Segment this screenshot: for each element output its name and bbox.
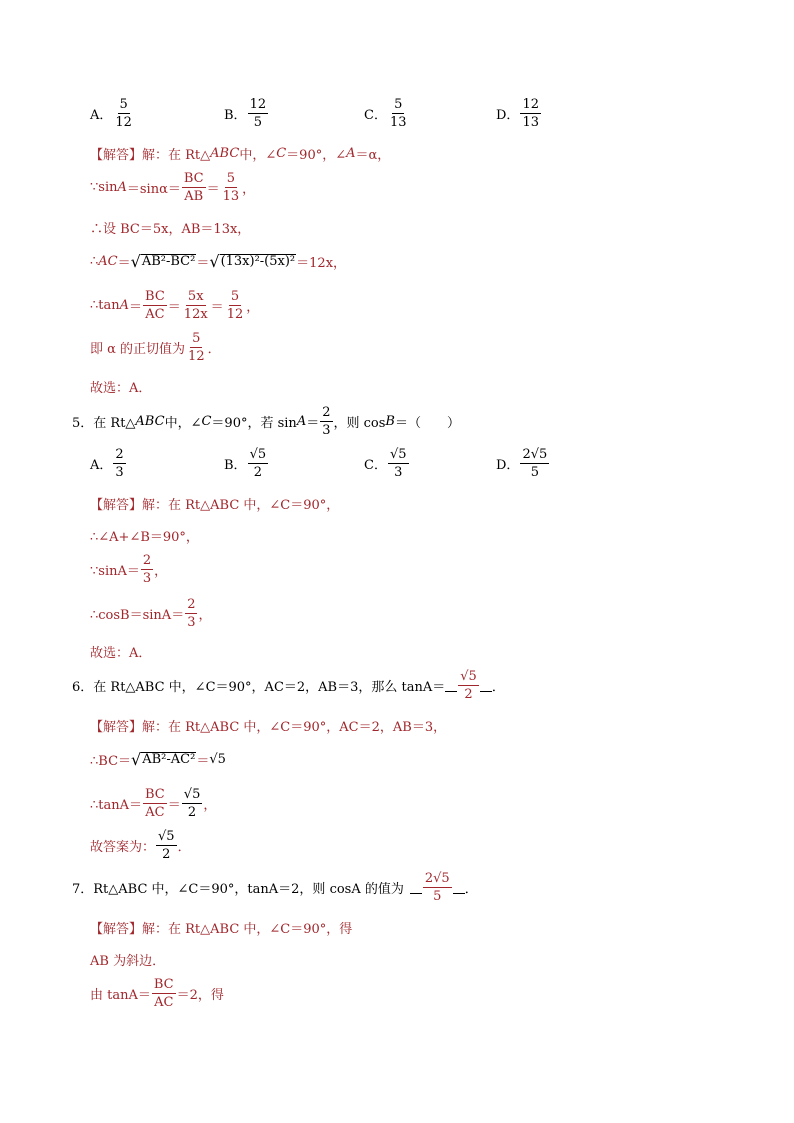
q5-option-a — [90, 448, 127, 479]
denominator: 2 — [253, 465, 262, 480]
answer-text: ＝ — [196, 754, 210, 769]
answer-text: C — [276, 146, 287, 161]
answer-text: ＝90°，∠ — [286, 148, 347, 163]
numerator: 5 — [119, 97, 128, 112]
q7-answer-line-2 — [90, 950, 165, 969]
q5-answer-line-4 — [90, 598, 212, 629]
numerator: 5 — [226, 171, 236, 186]
answer-text: 解：在 Rt△ — [142, 148, 211, 163]
question-text: ． — [491, 680, 505, 695]
option-label: B． — [224, 458, 247, 473]
numerator: 5 — [394, 97, 403, 112]
answer-text: ， — [203, 798, 217, 813]
answer-text: ABC — [210, 146, 240, 161]
answer-text: ∵sin — [90, 180, 118, 195]
answer-text: ∴∠A+∠B＝90°， — [90, 530, 199, 545]
numerator: √5 — [460, 669, 477, 684]
question-text: 中，∠ — [164, 416, 202, 431]
answer-text: ∴tan — [90, 298, 120, 313]
q4-option-b — [224, 98, 269, 129]
numerator: 2 — [322, 405, 331, 420]
option-label: C． — [364, 108, 387, 123]
fraction — [221, 172, 242, 203]
q6-answer-line-3 — [90, 788, 216, 819]
denominator: AC — [154, 995, 174, 1010]
q5-option-c — [364, 448, 410, 479]
answer-text: ∴ — [90, 254, 99, 269]
fraction — [458, 670, 479, 701]
denominator: 12 — [115, 115, 132, 130]
question-text: 7．Rt△ABC 中，∠C＝90°，tanA＝2，则 cosA 的值为 — [72, 882, 404, 897]
answer-text: ∴tanA＝ — [90, 798, 143, 813]
square-root: √ AB²-AC² — [131, 749, 196, 769]
question-text: A — [296, 414, 307, 429]
numerator: √5 — [389, 447, 407, 462]
denominator: 12 — [188, 349, 205, 364]
answer-text: ＝ — [196, 256, 210, 271]
radicand: AB²-AC² — [142, 752, 196, 768]
q6-stem — [72, 670, 505, 701]
denominator: AC — [145, 805, 165, 820]
question-text: 5．在 Rt△ — [72, 416, 136, 431]
q5-answer-line-2 — [90, 526, 199, 545]
fraction — [143, 290, 167, 321]
numerator: 5 — [230, 289, 240, 304]
fraction — [113, 448, 125, 479]
answer-text: 即 α 的正切值为 — [90, 342, 186, 357]
answer-text: ． — [177, 840, 191, 855]
question-text: 6．在 Rt△ABC 中，∠C＝90°，AC＝2，AB＝3，那么 tanA＝ — [72, 680, 446, 695]
answer-text: AB 为斜边． — [90, 954, 166, 969]
q6-answer-line-4 — [90, 830, 191, 861]
answer-text: ＝ — [206, 182, 220, 197]
q4-answer-line-1 — [90, 144, 390, 163]
answer-text: 由 tanA＝ — [90, 988, 151, 1003]
question-text: ABC — [135, 414, 165, 429]
option-label: C． — [364, 458, 387, 473]
q4-answer-line-4 — [90, 252, 346, 271]
answer-text: ＝ — [210, 300, 224, 315]
question-text: ＝90°，若 sin — [211, 416, 297, 431]
q4-answer-line-7 — [90, 377, 151, 396]
question-text: ． — [464, 882, 478, 897]
answer-text: ， — [246, 300, 260, 315]
answer-text: ∵sinA＝ — [90, 564, 140, 579]
answer-text: ， — [198, 608, 212, 623]
denominator: 3 — [115, 465, 124, 480]
fraction — [520, 448, 549, 479]
numerator: √5 — [183, 787, 201, 802]
fraction — [248, 98, 269, 129]
numerator: 2√5 — [424, 871, 450, 886]
answer-text: ＝sinα＝ — [126, 182, 181, 197]
denominator: 3 — [187, 615, 196, 630]
answer-text: ∴cosB＝sinA＝ — [90, 608, 185, 623]
fraction — [182, 172, 206, 203]
question-text: C — [201, 414, 212, 429]
denominator: 2 — [187, 805, 197, 820]
denominator: AB — [184, 189, 204, 204]
fraction — [186, 332, 207, 363]
option-label: B． — [224, 108, 247, 123]
q4-option-d — [496, 98, 542, 129]
fraction — [141, 554, 153, 585]
denominator: 2 — [464, 687, 473, 702]
q6-answer-line-2 — [90, 750, 226, 769]
numerator: 5x — [187, 289, 204, 304]
q4-answer-line-6 — [90, 332, 221, 363]
answer-text: ＝α， — [355, 148, 391, 163]
numerator: 2 — [115, 447, 124, 462]
denominator: 5 — [530, 465, 539, 480]
fraction — [143, 788, 167, 819]
answer-blank — [480, 690, 492, 692]
numerator: √5 — [158, 829, 175, 844]
answer-text: ∴设 BC＝5x，AB＝13x， — [90, 222, 251, 237]
fraction — [185, 598, 197, 629]
answer-text: 中，∠ — [239, 148, 277, 163]
answer-text: A — [117, 180, 127, 195]
denominator: 12 — [226, 307, 244, 322]
q4-answer-line-2 — [90, 172, 255, 203]
q5-option-d — [496, 448, 550, 479]
answer-text: ＝ — [117, 256, 131, 271]
denominator: 13 — [389, 115, 407, 130]
q5-answer-line-1 — [90, 494, 339, 513]
answer-text: ， — [154, 564, 168, 579]
answer-text: 【解答】解：在 Rt△ABC 中，∠C＝90°， — [90, 498, 340, 513]
answer-blank — [445, 690, 457, 692]
answer-text: ＝ — [129, 300, 143, 315]
numerator: BC — [145, 787, 165, 802]
denominator: 3 — [142, 571, 152, 586]
numerator: 2 — [142, 553, 152, 568]
answer-text: 故选：A． — [90, 381, 152, 396]
numerator: BC — [153, 977, 174, 992]
answer-text: ＝ — [167, 798, 181, 813]
denominator: 5 — [253, 115, 262, 130]
numerator: √5 — [249, 447, 267, 462]
answer-text: 故答案为： — [90, 840, 156, 855]
fraction — [182, 290, 210, 321]
question-text: B — [385, 414, 395, 429]
numerator: 12 — [249, 97, 267, 112]
answer-text: 【解答】解：在 Rt△ABC 中，∠C＝90°，AC＝2，AB＝3， — [90, 720, 447, 735]
numerator: 2 — [187, 597, 196, 612]
q4-answer-line-5 — [90, 290, 259, 321]
denominator: AC — [145, 307, 165, 322]
numerator: BC — [145, 289, 165, 304]
q7-answer-line-3 — [90, 978, 224, 1009]
fraction — [388, 98, 409, 129]
q4-answer-line-3 — [90, 218, 250, 237]
answer-text: ∴BC＝ — [90, 754, 132, 769]
denominator: 3 — [322, 423, 331, 438]
option-label: D． — [496, 458, 520, 473]
q5-answer-line-3 — [90, 554, 167, 585]
answer-text: ＝ — [167, 300, 181, 315]
denominator: 5 — [433, 889, 442, 904]
answer-text: ＝2，得 — [176, 988, 224, 1003]
answer-text: A — [346, 146, 356, 161]
fraction — [388, 448, 409, 479]
denominator: 2 — [162, 847, 171, 862]
numerator: BC — [183, 171, 204, 186]
q4-option-c — [364, 98, 410, 129]
answer-text: ＝12x， — [296, 256, 347, 271]
answer-blank — [453, 892, 465, 894]
question-text: ＝ — [306, 416, 320, 431]
answer-text: √5 — [209, 752, 226, 767]
fraction — [248, 448, 269, 479]
denominator: 13 — [222, 189, 240, 204]
q5-answer-line-5 — [90, 642, 151, 661]
q7-answer-line-1 — [90, 918, 352, 937]
q6-answer-line-1 — [90, 716, 446, 735]
fraction — [182, 788, 203, 819]
answer-text: AC — [98, 254, 118, 269]
denominator: 3 — [394, 465, 403, 480]
fraction — [423, 872, 452, 903]
radicand: AB²-BC² — [141, 254, 196, 270]
answer-text: A — [119, 298, 130, 313]
q4-option-a — [90, 98, 135, 129]
q7-stem — [72, 872, 478, 903]
fraction — [320, 406, 332, 437]
option-label: A． — [90, 458, 113, 473]
numerator: 12 — [522, 97, 539, 112]
option-label: D． — [496, 108, 520, 123]
question-text: ＝（ ） — [394, 416, 460, 431]
numerator: 5 — [192, 331, 201, 346]
answer-blank — [410, 892, 422, 894]
numerator: 2√5 — [522, 447, 548, 462]
answer-text: ． — [207, 342, 221, 357]
answer-tag: 【解答】 — [90, 148, 143, 163]
fraction — [113, 98, 134, 129]
fraction — [156, 830, 177, 861]
fraction — [520, 98, 541, 129]
denominator: 13 — [522, 115, 539, 130]
square-root: √ (13x)²-(5x)² — [209, 251, 296, 271]
q5-option-b — [224, 448, 269, 479]
radicand: (13x)²-(5x)² — [220, 254, 296, 270]
denominator: 12x — [183, 307, 208, 322]
square-root: √ AB²-BC² — [130, 251, 196, 271]
fraction — [225, 290, 246, 321]
answer-text: 故选：A． — [90, 646, 152, 661]
fraction — [152, 978, 176, 1009]
option-label: A． — [90, 108, 113, 123]
question-text: ，则 cos — [333, 416, 386, 431]
answer-text: ， — [242, 182, 256, 197]
q5-stem — [72, 406, 460, 437]
answer-text: 【解答】解：在 Rt△ABC 中，∠C＝90°，得 — [90, 922, 353, 937]
